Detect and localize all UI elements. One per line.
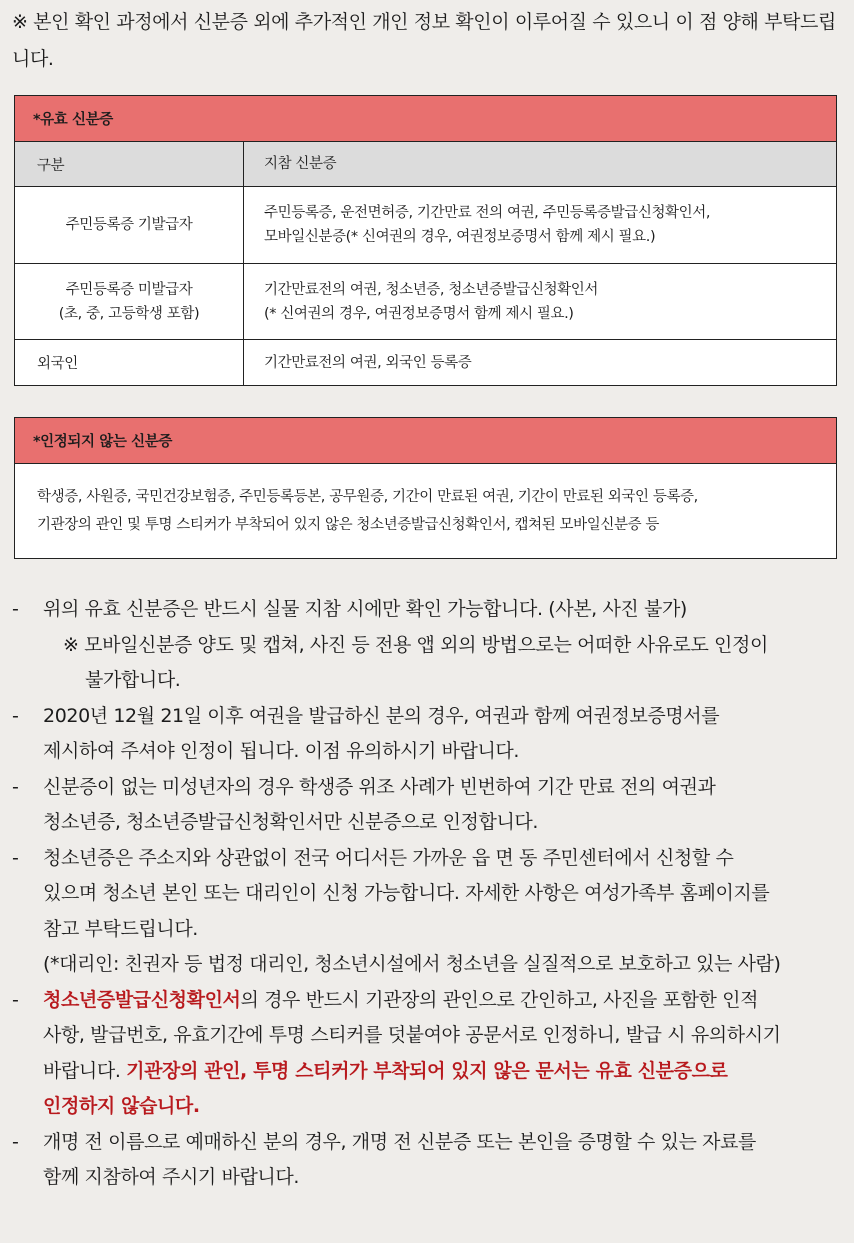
dash-bullet: - xyxy=(12,988,19,1011)
invalid-id-list: 학생증, 사원증, 국민건강보험증, 주민등록등본, 공무원증, 기간이 만료된 여권, 기간이 만료된 외국인 등록증, 기관장의 관인 및 투명 스티커가 부착되어 있지 않은 청소년증발급신청확인서, 캡쳐된 모바일신분증 등 xyxy=(15,464,837,559)
row-ids: 주민등록증, 운전면허증, 기간만료 전의 여권, 주민등록증발급신청확인서, 모바일신분증(* 신여권의 경우, 여권정보증명서 함께 제시 필요.) xyxy=(244,187,837,264)
dash-bullet: - xyxy=(12,704,19,727)
valid-id-title: *유효 신분증 xyxy=(15,96,837,142)
header-category: 구분 xyxy=(15,142,244,187)
row-category: 주민등록증 기발급자 xyxy=(15,187,244,264)
emphasis-text: 청소년증발급신청확인서 xyxy=(43,988,241,1011)
list-item: - 위의 유효 신분증은 반드시 실물 지참 시에만 확인 가능합니다. (사본, 사진 불가) ※ 모바일신분증 양도 및 캡쳐, 사진 등 전용 앱 외의 방법으로는 어떠한 사유로도 인정이 불가합니다. xyxy=(12,592,848,699)
list-item: - 청소년증은 주소지와 상관없이 전국 어디서든 가까운 읍 면 동 주민센터에서 신청할 수 있으며 청소년 본인 또는 대리인이 신청 가능합니다. 자세한 사항은 여성가족부 홈페이지를 참고 부탁드립니다. (*대리인: 친권자 등 법정 대리인, 청소년시설에서 청소년을 실질적으로 보호하고 있는 사람) xyxy=(12,841,848,983)
notes-list xyxy=(12,592,848,1196)
dash-bullet: - xyxy=(12,598,19,620)
valid-id-table xyxy=(14,95,837,386)
row-category: 외국인 xyxy=(15,340,244,386)
invalid-id-table xyxy=(14,417,837,559)
list-item: - 개명 전 이름으로 예매하신 분의 경우, 개명 전 신분증 또는 본인을 증명할 수 있는 자료를 함께 지참하여 주시기 바랍니다. xyxy=(12,1125,848,1196)
dash-bullet: - xyxy=(12,846,19,869)
list-item: - 청소년증발급신청확인서의 경우 반드시 기관장의 관인으로 간인하고, 사진을 포함한 인적 사항, 발급번호, 유효기간에 투명 스티커를 덧붙여야 공문서로 인정하니, 발급 시 유의하시기 바랍니다. 기관장의 관인, 투명 스티커가 부착되어 있지 않은 문서는 유효 신분증으로 인정하지 않습니다. xyxy=(12,983,848,1125)
table-row xyxy=(15,264,837,340)
invalid-id-title: *인정되지 않는 신분증 xyxy=(15,418,837,464)
emphasis-text: 인정하지 않습니다. xyxy=(43,1095,200,1117)
emphasis-text: 기관장의 관인, 투명 스티커가 부착되어 있지 않은 문서는 유효 신분증으로 xyxy=(126,1059,728,1082)
row-category: 주민등록증 미발급자 (초, 중, 고등학생 포함) xyxy=(15,264,244,340)
dash-bullet: - xyxy=(12,775,19,798)
row-ids: 기간만료전의 여권, 청소년증, 청소년증발급신청확인서 (* 신여권의 경우, 여권정보증명서 함께 제시 필요.) xyxy=(244,264,837,340)
table-row xyxy=(15,187,837,264)
list-item: - 2020년 12월 21일 이후 여권을 발급하신 분의 경우, 여권과 함께 여권정보증명서를 제시하여 주셔야 인정이 됩니다. 이점 유의하시기 바랍니다. xyxy=(12,699,848,770)
header-ids: 지참 신분증 xyxy=(244,142,837,187)
table-row xyxy=(15,340,837,386)
intro-notice: ※ 본인 확인 과정에서 신분증 외에 추가적인 개인 정보 확인이 이루어질 수 있으니 이 점 양해 부탁드립니다. xyxy=(12,11,836,70)
dash-bullet: - xyxy=(12,1130,19,1153)
row-ids: 기간만료전의 여권, 외국인 등록증 xyxy=(244,340,837,386)
list-item: - 신분증이 없는 미성년자의 경우 학생증 위조 사례가 빈번하여 기간 만료 전의 여권과 청소년증, 청소년증발급신청확인서만 신분증으로 인정합니다. xyxy=(12,770,848,841)
